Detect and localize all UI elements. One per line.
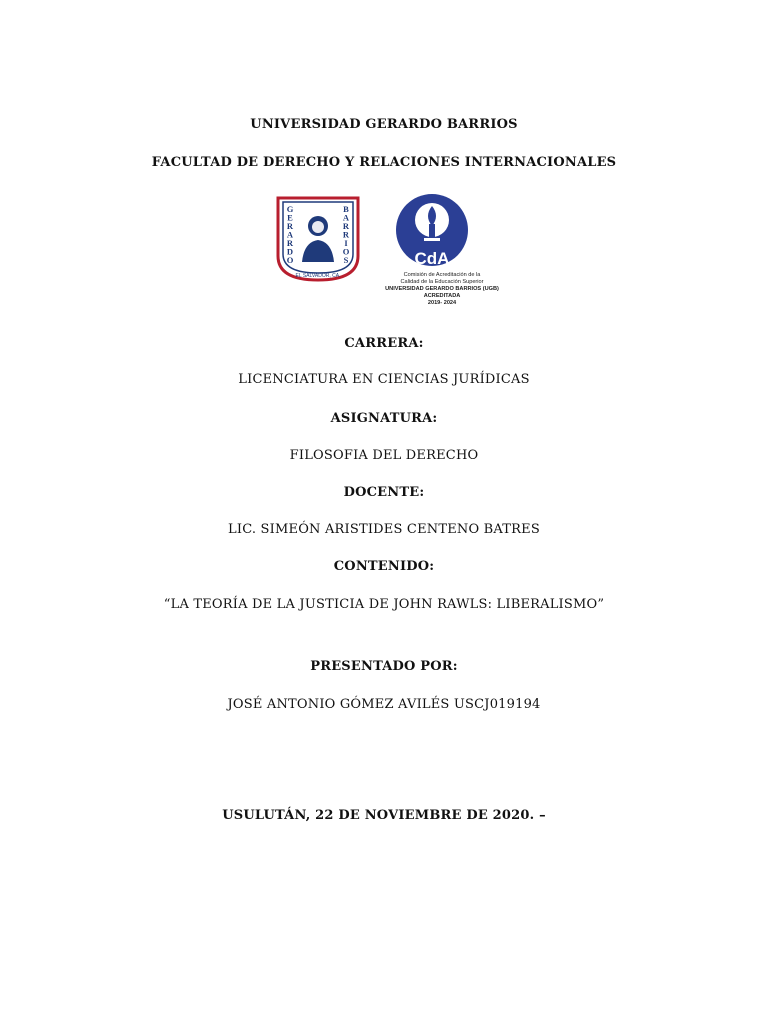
cda-line-3: UNIVERSIDAD GERARDO BARRIOS (UGB): [385, 286, 499, 292]
cda-line-1: Comisión de Acreditación de la: [403, 272, 481, 278]
ugb-right-letters: B A R R I O S: [342, 204, 350, 265]
cda-line-4: ACREDITADA: [423, 293, 461, 299]
presentado-label: PRESENTADO POR:: [310, 659, 458, 674]
logos-row: [0, 192, 768, 318]
contenido-label: CONTENIDO:: [333, 559, 435, 574]
docente-value: LIC. SIMEÓN ARISTIDES CENTENO BATRES: [228, 522, 540, 537]
cda-acronym: CdA: [414, 249, 450, 268]
ugb-logo: [276, 196, 360, 282]
place-date: USULUTÁN, 22 DE NOVIEMBRE DE 2020. –: [222, 808, 546, 823]
cda-emblem: [374, 192, 510, 272]
docente-label: DOCENTE:: [343, 485, 425, 500]
carrera-value: LICENCIATURA EN CIENCIAS JURÍDICAS: [238, 372, 530, 387]
contenido-value: “LA TEORÍA DE LA JUSTICIA DE JOHN RAWLS: LIBERALISMO”: [163, 597, 605, 612]
ugb-left-letters: G E R A R D O: [286, 204, 294, 265]
cda-line-2: Calidad de la Educación Superior: [400, 279, 484, 285]
cda-line-5: 2019- 2024: [427, 300, 457, 306]
presentado-value: JOSÉ ANTONIO GÓMEZ AVILÉS USCJ019194: [227, 697, 541, 712]
university-name: UNIVERSIDAD GERARDO BARRIOS: [250, 117, 518, 132]
carrera-label: CARRERA:: [344, 336, 424, 351]
ugb-footer-text: EL SALVADOR, CA.: [295, 273, 341, 279]
faculty-name: FACULTAD DE DERECHO Y RELACIONES INTERNACIONALES: [151, 155, 617, 170]
cda-logo: [374, 192, 510, 307]
asignatura-value: FILOSOFIA DEL DERECHO: [289, 448, 479, 463]
asignatura-label: ASIGNATURA:: [330, 411, 438, 426]
